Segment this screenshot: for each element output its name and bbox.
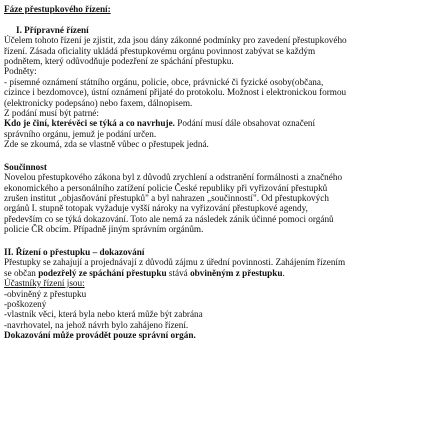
paragraph-line: Účelem tohoto řízení je zjistit, zda jsou dány zákonné podmínky pro zavedení přestupkového [4, 35, 347, 46]
closing-statement: Dokazování může provádět pouze správní orgán. [4, 330, 196, 341]
list-item: -obviněný z přestupku [4, 288, 87, 299]
paragraph-line: (elektronicky podepsáno) nebo faxem, dálnopisem. [4, 97, 193, 108]
paragraph-line: zrušen institut „objasňování přestupků" a byl nahrazen „součinností". Od přestupkových [4, 193, 329, 204]
bold-phrase: obviněným z přestupku [190, 267, 283, 278]
section-heading-proceedings: II. Řízení o přestupku – dokazování [4, 246, 145, 257]
list-item: -vlastník věci, která byla nebo která může být zabrána [4, 309, 203, 320]
text-span: Podání musí dále obsahovat označení [174, 118, 316, 129]
document-body [4, 4, 436, 341]
paragraph-line: - písemné oznámení státního orgánu, policie, obce, právnické či fyzické osoby(občana, [4, 76, 324, 87]
paragraph-line: policie ČR obcím. Případně jiným správním orgánům. [4, 224, 204, 235]
paragraph-line: ekonomického a personálního zatížení policie České republiky při vyřizování přestupků [4, 182, 328, 193]
section-heading-preparatory: I. Přípravné řízení [16, 24, 89, 35]
parties-label: Účastníky řízení jsou: [4, 278, 85, 289]
paragraph-line: správního orgánu, jemuž je podání určen. [4, 128, 157, 139]
paragraph-line: především co se týká dokazování. Toto ale nemá za následek zánik účinné pomoci orgánů [4, 213, 334, 224]
paragraph-line: Novelou přestupkového zákona byl z důvodů zrychlení a odstranění formálnosti a značného [4, 172, 343, 183]
paragraph-line [4, 268, 436, 278]
paragraph-line: Zde se zkoumá, zda se vlastně vůbec o přestupek jedná. [4, 139, 209, 150]
bold-phrase: Kdo je činí, kterévěci se týká a co navrhuje. [4, 118, 175, 129]
paragraph-line: řízení. Zásada oficiality ukládá přestupkovému orgánu povinnost zabývat se každým [4, 45, 316, 56]
paragraph-line: Z podání musí být patrné: [4, 107, 99, 118]
text-span: stává [166, 267, 191, 278]
paragraph-line: Přestupky se zahajují a projednávají z důvodů zájmu z úřední povinnosti. Zahájením řízením [4, 257, 346, 268]
bold-phrase: podezřelý ze spáchání přestupku [38, 267, 167, 278]
paragraph-line: podnětem, který odůvodňuje podezření ze spáchání přestupku. [4, 55, 234, 66]
list-item: -poškozený [4, 298, 47, 309]
paragraph-line: orgánů I. stupně totopak vyžaduje vyšší nároky na vyřizování přestupkové agendy, [4, 203, 308, 214]
paragraph-line: cizince i bezdomovce), ústní oznámení přijaté do protokolu. Možnost i elektronickou formou [4, 87, 347, 98]
paragraph-line [4, 118, 436, 128]
document-title: Fáze přestupkového řízení: [4, 4, 111, 14]
list-item: -navrhovatel, na jehož návrh bylo zahájeno řízení. [4, 319, 189, 330]
section-heading-cooperation: Součinnost [4, 161, 47, 172]
text-span: se občan [4, 267, 39, 278]
text-span: . [282, 267, 285, 278]
paragraph-line: Podněty: [4, 66, 37, 77]
